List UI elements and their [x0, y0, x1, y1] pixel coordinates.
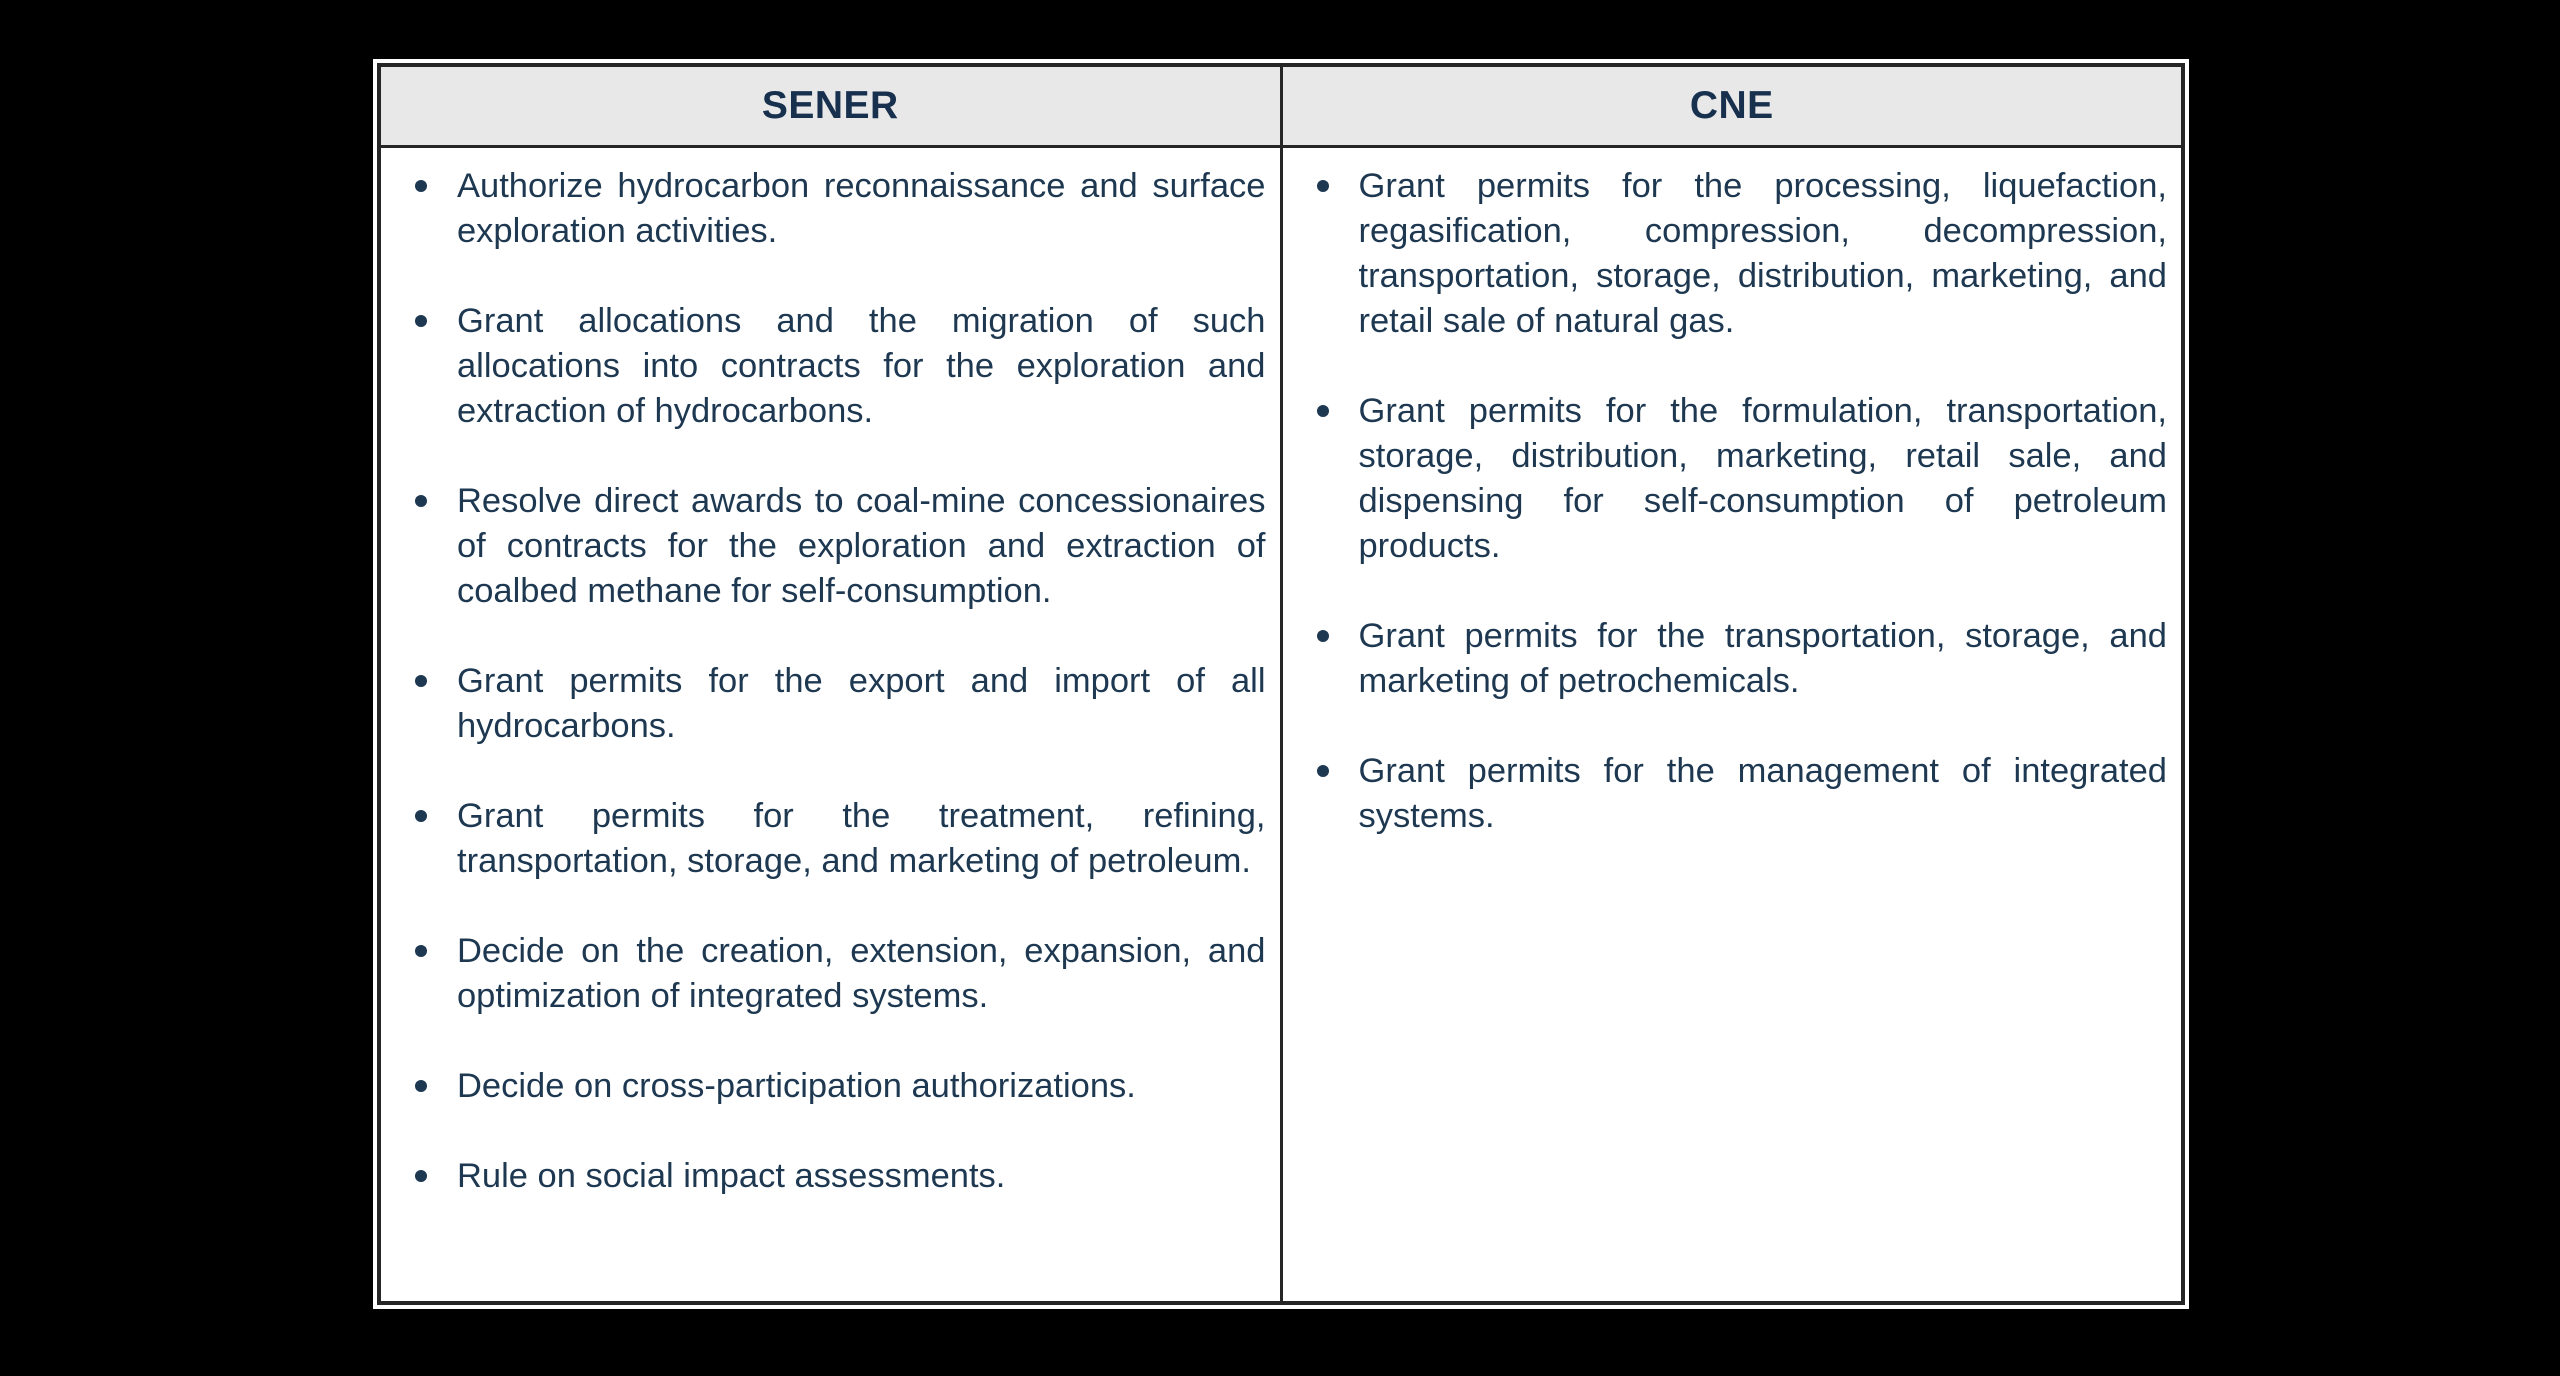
- cne-cell: [1283, 148, 2182, 1301]
- bullet-icon: [415, 810, 427, 822]
- bullet-text: Rule on social impact assessments.: [457, 1157, 1006, 1195]
- column-header-sener: SENER: [381, 67, 1283, 145]
- bullet-item: [395, 1154, 1266, 1199]
- bullet-item: [395, 1064, 1266, 1109]
- bullet-text: Authorize hydrocarbon reconnaissance and surface exploration activities.: [457, 167, 1266, 250]
- table-border-frame: [377, 63, 2185, 1305]
- bullet-text: Grant permits for the processing, liquefaction, regasification, compression, decompression, transportation, storage, distribution, marketing, and retail sale of natural gas.: [1358, 167, 2167, 340]
- bullet-item: [395, 479, 1266, 614]
- bullet-text: Grant permits for the formulation, transportation, storage, distribution, marketing, retail sale, and dispensing for self-consumption of petroleum products.: [1358, 392, 2167, 565]
- bullet-icon: [415, 675, 427, 687]
- bullet-item: [1297, 614, 2168, 704]
- bullet-icon: [415, 1170, 427, 1182]
- bullet-text: Grant permits for the treatment, refining, transportation, storage, and marketing of petroleum.: [457, 797, 1266, 880]
- bullet-icon: [415, 1080, 427, 1092]
- bullet-text: Decide on cross-participation authorizations.: [457, 1067, 1136, 1105]
- comparison-table: [373, 59, 2189, 1309]
- bullet-icon: [1317, 765, 1329, 777]
- bullet-item: [1297, 164, 2168, 344]
- bullet-text: Grant permits for the transportation, storage, and marketing of petrochemicals.: [1358, 617, 2167, 700]
- bullet-icon: [1317, 405, 1329, 417]
- bullet-text: Resolve direct awards to coal-mine concessionaires of contracts for the exploration and extraction of coalbed methane for self-consumption.: [457, 482, 1266, 610]
- bullet-text: Grant permits for the export and import of all hydrocarbons.: [457, 662, 1266, 745]
- bullet-text: Decide on the creation, extension, expansion, and optimization of integrated systems.: [457, 932, 1266, 1015]
- table-body-row: [381, 148, 2181, 1301]
- bullet-item: [395, 164, 1266, 254]
- bullet-icon: [1317, 180, 1329, 192]
- bullet-icon: [415, 495, 427, 507]
- sener-cell: [381, 148, 1283, 1301]
- sener-bullet-list: [395, 164, 1266, 1199]
- bullet-item: [395, 299, 1266, 434]
- bullet-text: Grant permits for the management of integrated systems.: [1358, 752, 2167, 835]
- bullet-icon: [1317, 630, 1329, 642]
- bullet-icon: [415, 180, 427, 192]
- bullet-item: [1297, 389, 2168, 569]
- bullet-icon: [415, 945, 427, 957]
- bullet-text: Grant allocations and the migration of such allocations into contracts for the exploration and extraction of hydrocarbons.: [457, 302, 1266, 430]
- bullet-item: [395, 929, 1266, 1019]
- table-header-row: [381, 67, 2181, 148]
- bullet-icon: [415, 315, 427, 327]
- cne-bullet-list: [1297, 164, 2168, 839]
- bullet-item: [395, 659, 1266, 749]
- bullet-item: [395, 794, 1266, 884]
- column-header-cne: CNE: [1689, 84, 1774, 127]
- bullet-item: [1297, 749, 2168, 839]
